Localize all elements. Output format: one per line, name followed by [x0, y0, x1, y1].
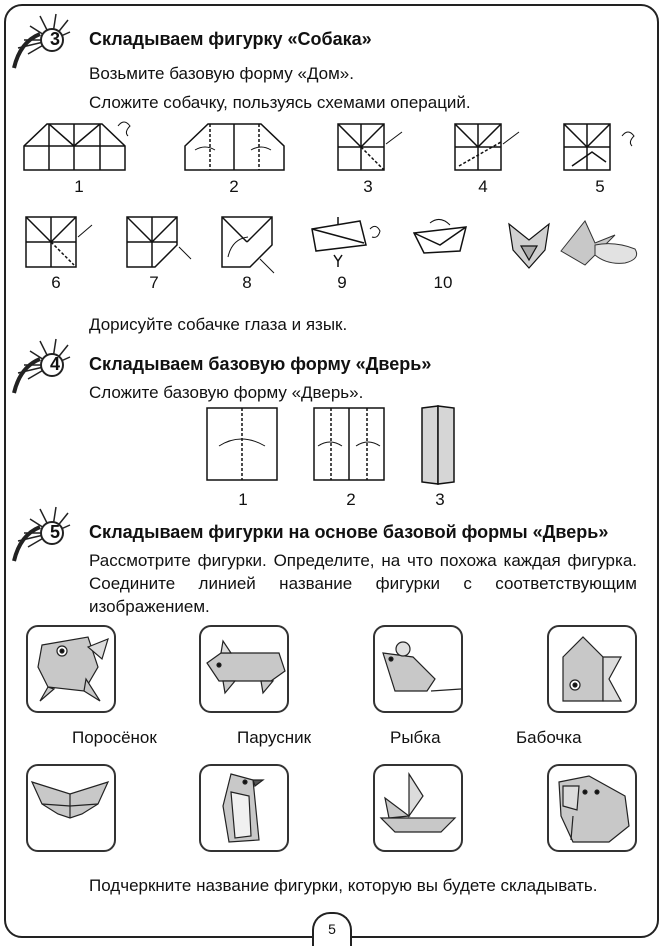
fold-diagram-10	[410, 215, 480, 275]
section-title: Складываем фигурки на основе базовой формы «Дверь»	[89, 522, 609, 542]
instruction-paragraph: Рассмотрите фигурки. Определите, на что похожа каждая фигурка. Соедините линией название фигурки с соответствующим изображением.	[89, 551, 637, 616]
pig-figure-card[interactable]	[199, 625, 289, 713]
fold-diagram-7	[125, 215, 195, 275]
frog-figure-card[interactable]	[26, 625, 116, 713]
door-diagram-3	[420, 404, 460, 486]
figure-name[interactable]: Поросёнок	[72, 728, 157, 747]
mouse-figure	[375, 627, 461, 711]
section-number: 5	[49, 522, 60, 542]
mouse-figure-card[interactable]	[373, 625, 463, 713]
step-number: 2	[229, 177, 239, 196]
section-number: 3	[49, 29, 60, 49]
instruction-note: Дорисуйте собачке глаза и язык.	[89, 315, 348, 334]
step-number: 8	[242, 273, 252, 292]
pig-figure	[201, 627, 287, 711]
section-number: 4	[49, 354, 60, 374]
figure-name[interactable]: Рыбка	[390, 728, 441, 747]
section-title: Складываем фигурку «Собака»	[89, 29, 372, 49]
fish-figure-card[interactable]	[547, 625, 637, 713]
penguin-figure	[201, 766, 287, 850]
door-diagram-1	[205, 406, 281, 484]
step-number: 10	[433, 273, 453, 292]
fold-diagram-9	[308, 215, 388, 275]
step-number: 9	[337, 273, 347, 292]
step-number: 2	[346, 490, 356, 509]
step-number: 3	[363, 177, 373, 196]
instruction-line: Сложите собачку, пользуясь схемами операций.	[89, 93, 471, 112]
step-number: 6	[51, 273, 61, 292]
step-number: 1	[238, 490, 248, 509]
fold-diagram-4	[453, 122, 523, 174]
fold-diagram-3	[336, 122, 406, 174]
hand-with-dog-figure	[555, 215, 645, 275]
penguin-figure-card[interactable]	[199, 764, 289, 852]
step-number: 5	[595, 177, 605, 196]
sailboat-figure	[375, 766, 461, 850]
fold-diagram-1	[22, 122, 132, 174]
section-title: Складываем базовую форму «Дверь»	[89, 354, 432, 374]
door-diagram-2	[312, 406, 388, 484]
fold-diagram-8	[220, 215, 290, 275]
butterfly-figure	[28, 766, 114, 850]
fold-diagram-2	[183, 122, 288, 174]
instruction-line: Сложите базовую форму «Дверь».	[89, 383, 364, 402]
step-number: 4	[478, 177, 488, 196]
butterfly-figure-card[interactable]	[26, 764, 116, 852]
footer-instruction: Подчеркните название фигурки, которую вы будете складывать.	[89, 876, 598, 895]
step-number: 1	[74, 177, 84, 196]
elephant-figure	[549, 766, 635, 850]
sailboat-figure-card[interactable]	[373, 764, 463, 852]
page-number: 5	[312, 912, 352, 946]
fold-diagram-5	[562, 122, 642, 174]
fold-diagram-6	[24, 215, 94, 275]
step-number: 7	[149, 273, 159, 292]
step-number: 3	[435, 490, 445, 509]
dog-head-figure	[505, 220, 555, 274]
figure-name[interactable]: Парусник	[237, 728, 312, 747]
fish-figure	[549, 627, 635, 711]
elephant-figure-card[interactable]	[547, 764, 637, 852]
figure-name[interactable]: Бабочка	[516, 728, 582, 747]
frog-figure	[28, 627, 114, 711]
instruction-line: Возьмите базовую форму «Дом».	[89, 64, 354, 83]
